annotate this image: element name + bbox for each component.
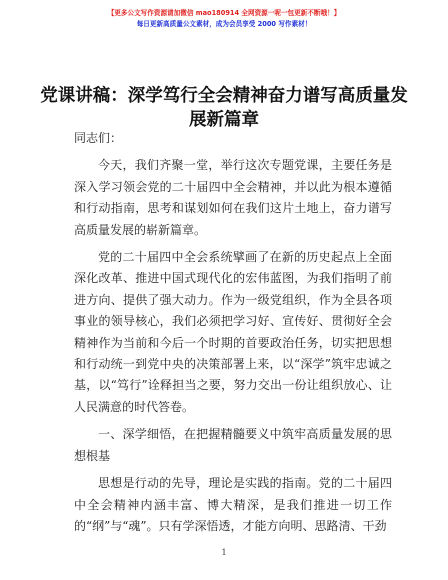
paragraph-background: 党的二十届四中全会系统擘画了在新的历史起点上全面深化改革、推进中国式现代化的宏伟蓝图，为我们指明了前进方向、提供了强大动力。作为一级党组织，作为全县各项事业的领导核心，我们必须把学习好、宣传好、贯彻好全会精神作为当前和今后一个时期的首要政治任务，切实把思想和行动统一到党中央的决策部署上来，以“深学”筑牢忠诚之基，以“笃行”诠释担当之要，努力交出一份让组织放心、让人民满意的时代答卷。 <box>74 250 392 414</box>
page-number: 1 <box>221 548 227 557</box>
promo-banner-line-2: 每日更新高质量公文素材，成为会员享受 2000 写作素材！ <box>136 20 312 28</box>
section-heading-1: 一、深学细悟，在把握精髓要义中筑牢高质量发展的思想根基 <box>74 427 392 463</box>
paragraph-section-1: 思想是行动的先导，理论是实践的指南。党的二十届四中全会精神内涵丰富、博大精深，是我们推进一切工作的“纲”与“魂”。只有学深悟透，才能方向明、思路清、干劲 <box>74 476 392 533</box>
promo-banner <box>0 8 448 30</box>
promo-banner-line-1: 【更多公文写作资源请加微信 mao180914 全网资源一呢一包更新不断哦！】 <box>107 9 341 17</box>
document-body <box>74 128 392 543</box>
document-title: 党课讲稿：深学笃行全会精神奋力谱写高质量发展新篇章 <box>40 86 408 130</box>
paragraph-intro: 今天，我们齐聚一堂，举行这次专题党课，主要任务是深入学习领会党的二十届四中全会精神，并以此为根本遵循和行动指南，思考和谋划如何在我们这片土地上，奋力谱写高质量发展的崭新篇章。 <box>74 158 392 237</box>
salutation: 同志们： <box>74 131 123 145</box>
